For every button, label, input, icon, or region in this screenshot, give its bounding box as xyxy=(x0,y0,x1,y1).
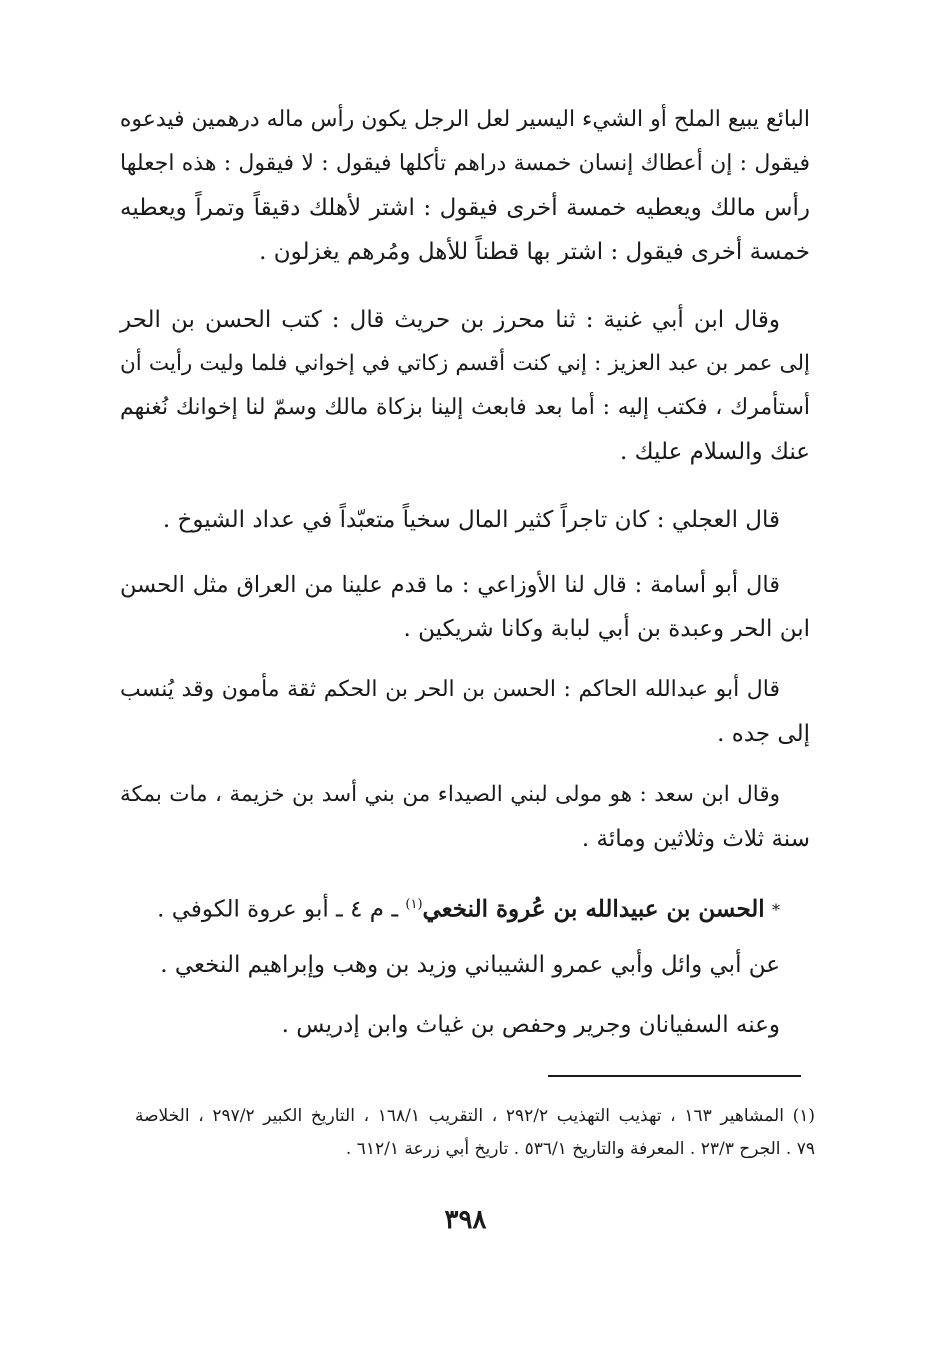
paragraph-line: ابن الحر وعبدة بن أبي لبابة وكانا شريكين . xyxy=(403,616,810,642)
paragraph-line: إلى عمر بن عبد العزيز : إني كنت أقسم زكاتي في إخواني فلما وليت رأيت أن xyxy=(120,351,810,376)
paragraph-line: إلى جده . xyxy=(717,721,810,747)
paragraph-line: قال العجلي : كان تاجراً كثير المال سخياً متعبّداً في عداد الشيوخ . xyxy=(162,507,780,533)
paragraph-6 xyxy=(120,773,810,861)
star-marker: * xyxy=(772,900,780,920)
paragraph-line: سنة ثلاث وثلاثين ومائة . xyxy=(581,826,810,852)
entry-rest: ـ م ٤ ـ أبو عروة الكوفي . xyxy=(157,896,399,923)
paragraph-line: فيقول : إن أعطاك إنسان خمسة دراهم تأكلها فيقول : لا فيقول : هذه اجعلها xyxy=(120,151,810,176)
entry-line-students: وعنه السفيانان وجرير وحفص بن غياث وابن إدريس . xyxy=(281,1012,780,1038)
paragraph-4 xyxy=(120,563,810,651)
footnote-separator xyxy=(548,1075,801,1077)
paragraph-5 xyxy=(120,668,810,756)
paragraph-line: خمسة أخرى فيقول : اشتر بها قطناً للأهل ومُرهم يغزلون . xyxy=(259,239,810,265)
paragraph-line: وقال ابن أبي غنية : ثنا محرز بن حريث قال : كتب الحسن بن الحر xyxy=(120,307,780,333)
footnote-line: (١) المشاهير ١٦٣ ، تهذيب التهذيب ٢٩٢/٢ ، التقريب ١٦٨/١ ، التاريخ الكبير ٢٩٧/٢ ، الخلاصة xyxy=(135,1106,815,1126)
entry-name: الحسن بن عبيدالله بن عُروة النخعي xyxy=(422,895,765,923)
footnote-ref: (١) xyxy=(405,897,423,912)
paragraph-line: قال أبو عبدالله الحاكم : الحسن بن الحر بن الحكم ثقة مأمون وقد يُنسب xyxy=(120,677,781,702)
footnote-line: ٧٩ . الجرح ٢٣/٣ . المعرفة والتاريخ ٥٣٦/١ . تاريخ أبي زرعة ٦١٢/١ . xyxy=(345,1139,815,1159)
paragraph-line: أستأمرك ، فكتب إليه : أما بعد فابعث إلينا بزكاة مالك وسمّ لنا إخوانك نُغنهم xyxy=(120,395,810,420)
entry-heading xyxy=(120,883,810,933)
paragraph-line: رأس مالك ويعطيه خمسة أخرى فيقول : اشتر لأهلك دقيقاً وتمراً ويعطيه xyxy=(120,195,810,221)
paragraph-1 xyxy=(120,98,810,274)
footnotes xyxy=(135,1100,815,1166)
paragraph-line: قال أبو أسامة : قال لنا الأوزاعي : ما قدم علينا من العراق مثل الحسن xyxy=(120,572,780,598)
paragraph-line: عنك والسلام عليك . xyxy=(620,439,810,465)
paragraph-3 xyxy=(120,498,810,542)
paragraph-line: وقال ابن سعد : هو مولى لبني الصيداء من بني أسد بن خزيمة ، مات بمكة xyxy=(120,782,780,807)
paragraph-line: البائع يبيع الملح أو الشيء اليسير لعل الرجل يكون رأس ماله درهمين فيدعوه xyxy=(119,107,810,132)
paragraph-2 xyxy=(120,298,810,474)
page-number: ٣٩٨ xyxy=(444,1205,487,1235)
entry-line-teachers: عن أبي وائل وأبي عمرو الشيباني وزيد بن وهب وإبراهيم النخعي . xyxy=(160,952,780,978)
